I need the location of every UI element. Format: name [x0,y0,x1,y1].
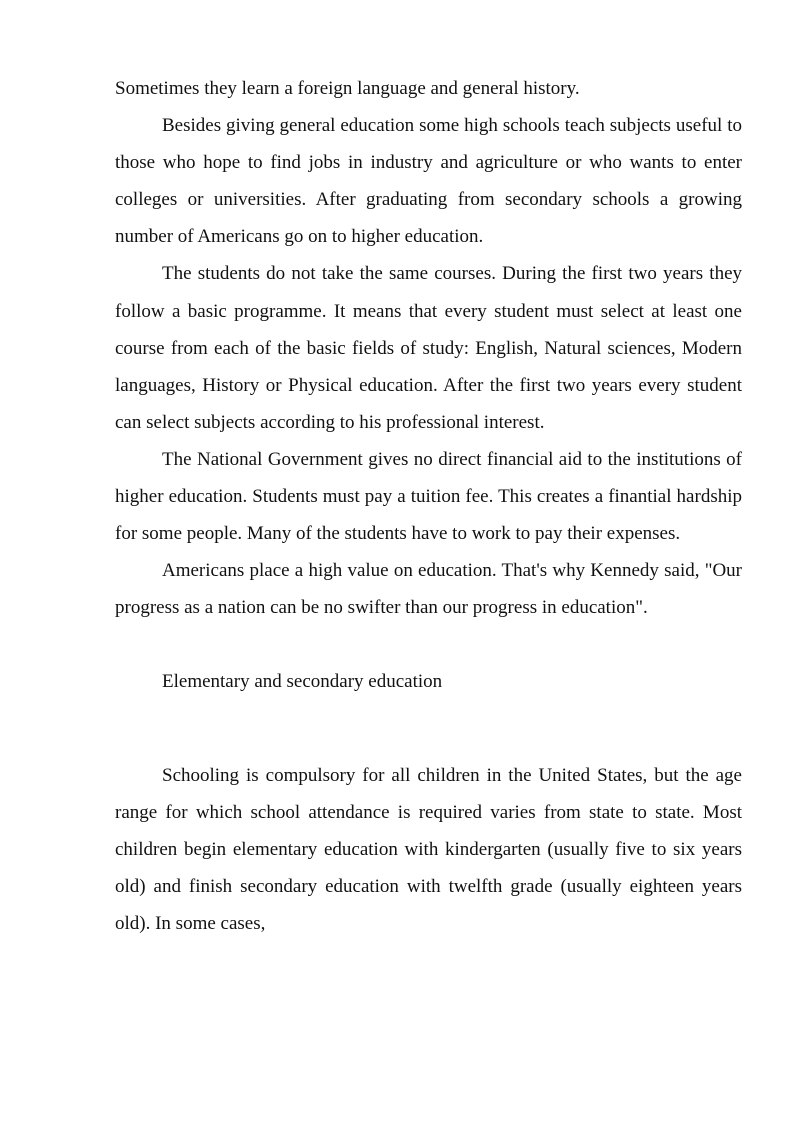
document-page [115,70,742,942]
spacer [115,626,742,663]
spacer [115,701,742,757]
paragraph-government-aid: The National Government gives no direct financial aid to the institutions of higher education. Students must pay a tuition fee. This creates a finantial hardship for some people. Many of the students have to work to pay their expenses. [115,448,742,545]
paragraph-kennedy-quote: Americans place a high value on education. That's why Kennedy said, "Our progress as a nation can be no swifter than our progress in education". [115,560,742,619]
paragraph-schooling: Schooling is compulsory for all children in the United States, but the age range for which school attendance is required varies from state to state. Most children begin elementary education with kindergarten (usually five to six years old) and finish secondary education with twelfth grade (usually eighteen years old). In some cases, [115,764,742,934]
paragraph-high-schools: Besides giving general education some high schools teach subjects useful to those who hope to find jobs in industry and agriculture or who wants to enter colleges or universities. After graduating from secondary schools a growing number of Americans go on to higher education. [115,115,742,248]
paragraph-courses: The students do not take the same courses. During the first two years they follow a basic programme. It means that every student must select at least one course from each of the basic fields of study: English, Natural sciences, Modern languages, History or Physical education. After the first two years every student can select subjects according to his professional interest. [115,263,742,433]
paragraph-continuation: Sometimes they learn a foreign language and general history. [115,78,580,99]
section-heading: Elementary and secondary education [162,671,443,693]
